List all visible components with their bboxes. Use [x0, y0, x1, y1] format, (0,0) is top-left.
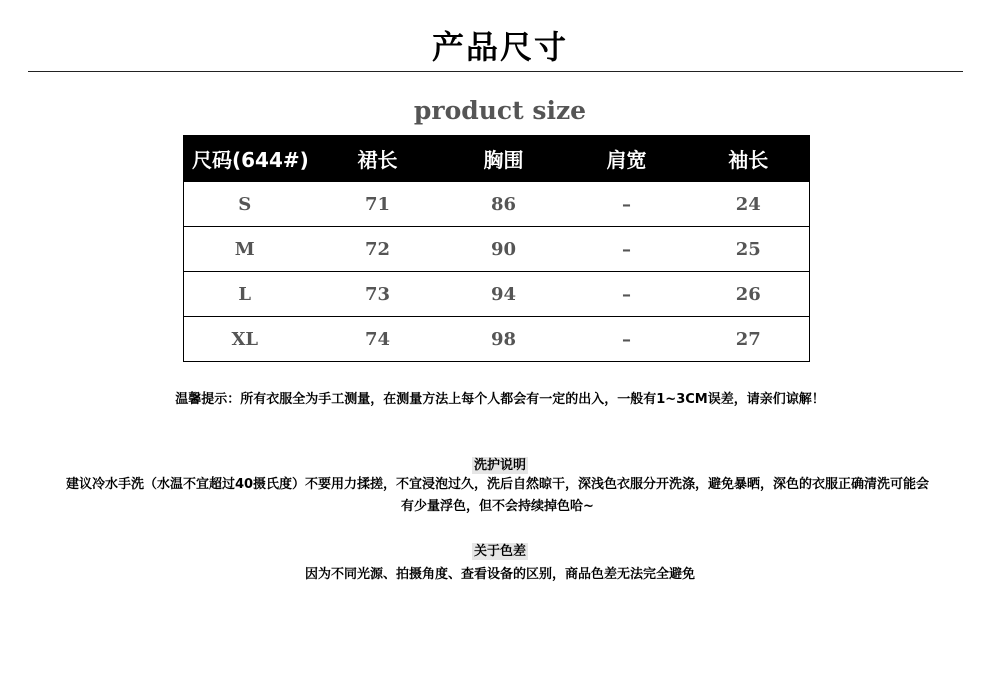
- cell-bust: 90: [442, 227, 566, 272]
- table-row: [184, 272, 810, 317]
- cell-sleeve-length: 26: [688, 272, 810, 317]
- size-table: [183, 135, 810, 362]
- table-row: [184, 317, 810, 362]
- product-size-subtitle: product size: [413, 96, 587, 125]
- wash-title-label: 洗护说明: [473, 458, 526, 473]
- header-bust: 胸围: [442, 136, 566, 182]
- color-diff-text: 因为不同光源、拍摄角度、查看设备的区别，商品色差无法完全避免: [304, 567, 695, 582]
- cell-size: M: [184, 227, 314, 272]
- page-title: 产品尺寸: [431, 28, 568, 66]
- wash-section-title: [0, 454, 1000, 473]
- table-row: [184, 227, 810, 272]
- cell-shoulder: –: [566, 317, 688, 362]
- cell-shoulder: –: [566, 227, 688, 272]
- wash-line-2: 有少量浮色，但不会持续掉色哈~: [401, 499, 594, 514]
- cell-size: XL: [184, 317, 314, 362]
- header-shoulder: 肩宽: [566, 136, 688, 182]
- header-skirt-length: 裙长: [314, 136, 442, 182]
- cell-sleeve-length: 24: [688, 182, 810, 227]
- cell-skirt-length: 73: [314, 272, 442, 317]
- wash-line-1: 建议冷水手洗（水温不宜超过40摄氏度）不要用力揉搓，不宜浸泡过久，洗后自然晾干，深浅色衣服分开洗涤，避免暴晒，深色的衣服正确清洗可能会: [65, 477, 930, 492]
- size-table-header: [184, 136, 810, 182]
- cell-skirt-length: 71: [314, 182, 442, 227]
- cell-sleeve-length: 27: [688, 317, 810, 362]
- wash-instructions: [30, 474, 965, 518]
- cell-sleeve-length: 25: [688, 227, 810, 272]
- cell-shoulder: –: [566, 272, 688, 317]
- header-sleeve-length: 袖长: [688, 136, 810, 182]
- cell-skirt-length: 72: [314, 227, 442, 272]
- color-diff-title-label: 关于色差: [473, 544, 526, 559]
- title-divider: [28, 71, 963, 72]
- header-size: 尺码(644#): [184, 136, 314, 182]
- measurement-notice: 温馨提示：所有衣服全为手工测量，在测量方法上每个人都会有一定的出入，一般有1~3CM误差，请亲们谅解！: [175, 392, 825, 407]
- cell-shoulder: –: [566, 182, 688, 227]
- cell-size: S: [184, 182, 314, 227]
- table-row: [184, 182, 810, 227]
- color-diff-section-title: [0, 540, 1000, 559]
- cell-bust: 98: [442, 317, 566, 362]
- cell-bust: 94: [442, 272, 566, 317]
- cell-bust: 86: [442, 182, 566, 227]
- cell-size: L: [184, 272, 314, 317]
- cell-skirt-length: 74: [314, 317, 442, 362]
